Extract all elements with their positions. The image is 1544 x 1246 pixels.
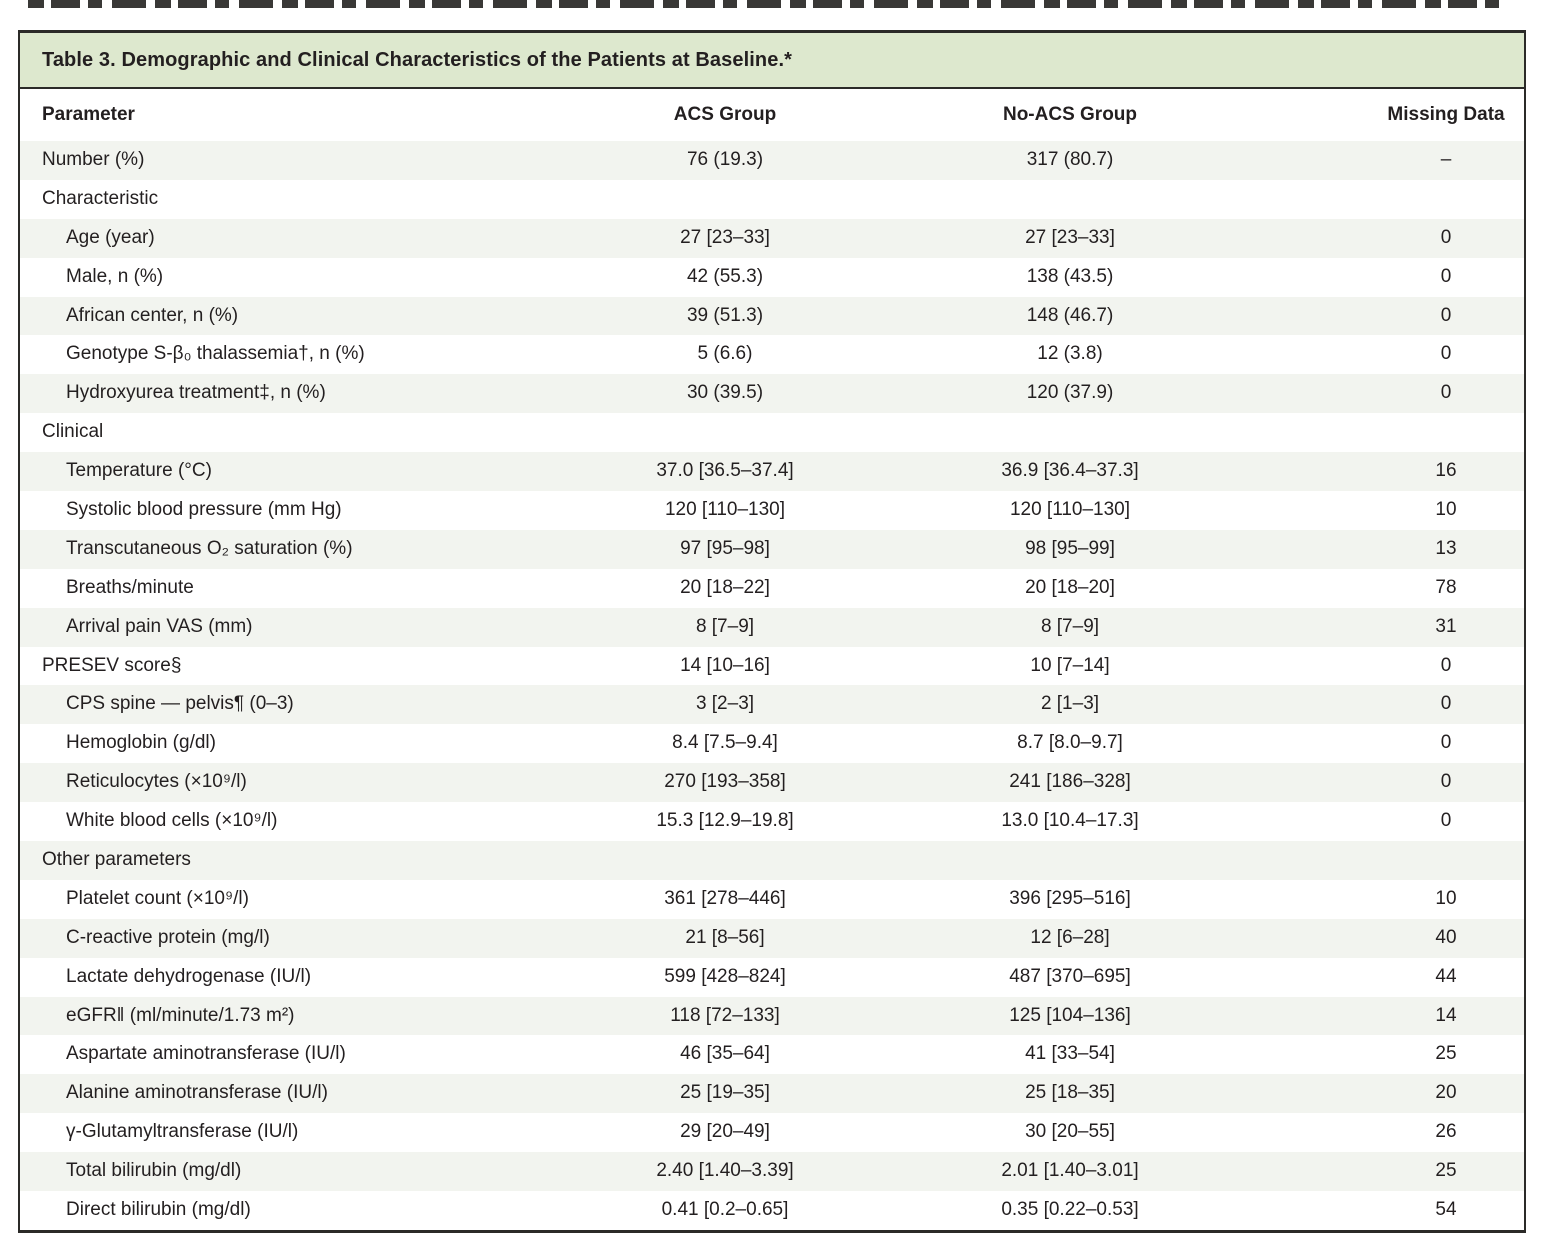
row-no-acs-value: 13.0 [10.4–17.3] [1001, 810, 1139, 832]
table-row [20, 841, 1524, 880]
column-header-no-acs-group: No-ACS Group [1002, 103, 1138, 125]
row-no-acs-value: 36.9 [36.4–37.3] [1001, 460, 1139, 482]
table-row [20, 880, 1524, 919]
row-acs-value: 42 (55.3) [686, 265, 764, 287]
column-header-parameter: Parameter [42, 103, 135, 125]
row-no-acs-value: 396 [295–516] [1009, 887, 1131, 909]
row-acs-value: 3 [2–3] [695, 693, 755, 715]
table-row [20, 724, 1524, 763]
row-acs-value: 15.3 [12.9–19.8] [656, 810, 794, 832]
column-header-acs-group: ACS Group [673, 103, 777, 125]
row-no-acs-value: 317 (80.7) [1026, 149, 1114, 170]
table-body [20, 141, 1524, 1230]
table-row [20, 491, 1524, 530]
row-acs-value: 30 (39.5) [686, 382, 764, 404]
cropped-text-remnant [28, 0, 1508, 8]
row-missing-value: 0 [1440, 732, 1452, 754]
row-acs-value: 599 [428–824] [664, 965, 786, 987]
row-missing-value: 0 [1440, 304, 1452, 326]
row-missing-value: 54 [1435, 1199, 1457, 1221]
table-row [20, 802, 1524, 841]
table-title: Table 3. Demographic and Clinical Characteristics of the Patients at Baseline.* [20, 33, 1524, 89]
row-no-acs-value: 27 [23–33] [1025, 226, 1115, 248]
row-parameter-label: Arrival pain VAS (mm) [66, 615, 253, 637]
row-parameter-label: Number (%) [42, 149, 145, 170]
row-no-acs-value: 41 [33–54] [1025, 1043, 1115, 1065]
table-row [20, 997, 1524, 1036]
row-missing-value: 25 [1435, 1043, 1457, 1065]
row-no-acs-value: 120 [110–130] [1009, 499, 1131, 521]
table-row [20, 958, 1524, 997]
row-parameter-label: Age (year) [66, 226, 155, 248]
row-parameter-label: PRESEV score§ [42, 654, 182, 676]
row-acs-value: 27 [23–33] [680, 226, 770, 248]
row-acs-value: 118 [72–133] [670, 1004, 780, 1026]
baseline-characteristics-table [18, 30, 1526, 1233]
table-row [20, 685, 1524, 724]
row-parameter-label: Male, n (%) [66, 265, 164, 287]
row-acs-value: 2.40 [1.40–3.39] [656, 1160, 794, 1182]
row-missing-value: 31 [1435, 615, 1457, 637]
row-no-acs-value: 98 [95–99] [1025, 537, 1115, 559]
table-row [20, 919, 1524, 958]
row-missing-value: 44 [1435, 965, 1457, 987]
table-row [20, 647, 1524, 686]
table-row [20, 1113, 1524, 1152]
row-acs-value: 361 [278–446] [664, 887, 786, 909]
row-parameter-label: Clinical [42, 421, 104, 443]
row-no-acs-value: 2 [1–3] [1040, 693, 1100, 715]
row-missing-value: 40 [1435, 926, 1457, 948]
row-missing-value: 20 [1435, 1082, 1457, 1104]
table-row [20, 180, 1524, 219]
row-no-acs-value: 30 [20–55] [1025, 1121, 1115, 1143]
row-parameter-label: Hemoglobin (g/dl) [66, 732, 216, 754]
row-missing-value: 0 [1440, 382, 1452, 404]
row-parameter-label: Reticulocytes (×10⁹/l) [66, 771, 247, 793]
table-row [20, 608, 1524, 647]
row-missing-value: 10 [1435, 887, 1457, 909]
table-row [20, 258, 1524, 297]
row-no-acs-value: 241 [186–328] [1009, 771, 1131, 793]
row-missing-value: 26 [1435, 1121, 1457, 1143]
row-parameter-label: African center, n (%) [66, 304, 239, 326]
table-row [20, 452, 1524, 491]
row-acs-value: 5 (6.6) [697, 343, 753, 365]
row-acs-value: 8 [7–9] [695, 615, 755, 637]
table-row [20, 374, 1524, 413]
row-acs-value: 21 [8–56] [685, 926, 765, 948]
row-acs-value: 8.4 [7.5–9.4] [672, 732, 778, 754]
row-missing-value: 0 [1440, 343, 1452, 365]
row-acs-value: 120 [110–130] [664, 499, 786, 521]
row-acs-value: 76 (19.3) [686, 149, 764, 170]
row-parameter-label: Hydroxyurea treatment‡, n (%) [66, 382, 326, 404]
table-row [20, 763, 1524, 802]
row-no-acs-value: 20 [18–20] [1025, 576, 1115, 598]
row-parameter-label: Direct bilirubin (mg/dl) [66, 1199, 251, 1221]
table-row [20, 530, 1524, 569]
row-parameter-label: Characteristic [42, 187, 159, 209]
row-missing-value: 78 [1435, 576, 1457, 598]
table-row [20, 1191, 1524, 1230]
row-no-acs-value: 138 (43.5) [1026, 265, 1114, 287]
row-missing-value: 0 [1440, 654, 1452, 676]
table-header-row [20, 89, 1524, 141]
row-acs-value: 97 [95–98] [680, 537, 770, 559]
row-acs-value: 270 [193–358] [664, 771, 786, 793]
row-missing-value: 25 [1435, 1160, 1457, 1182]
row-parameter-label: γ-Glutamyltransferase (IU/l) [66, 1121, 299, 1143]
table-row [20, 1074, 1524, 1113]
row-acs-value: 0.41 [0.2–0.65] [661, 1199, 789, 1221]
table-row [20, 297, 1524, 336]
row-parameter-label: eGFR‖ (ml/minute/1.73 m²) [66, 1004, 295, 1026]
row-parameter-label: Lactate dehydrogenase (IU/l) [66, 965, 312, 987]
row-no-acs-value: 8 [7–9] [1040, 615, 1100, 637]
table-row [20, 413, 1524, 452]
row-acs-value: 46 [35–64] [680, 1043, 770, 1065]
row-missing-value: 0 [1440, 265, 1452, 287]
table-row [20, 141, 1524, 180]
row-parameter-label: Other parameters [42, 849, 191, 871]
row-parameter-label: Genotype S-β₀ thalassemia†, n (%) [66, 343, 365, 365]
row-missing-value: 10 [1435, 499, 1457, 521]
table-row [20, 1152, 1524, 1191]
row-missing-value: 0 [1440, 810, 1452, 832]
row-parameter-label: Temperature (°C) [66, 460, 212, 482]
row-missing-value: 0 [1440, 693, 1452, 715]
row-parameter-label: C-reactive protein (mg/l) [66, 926, 270, 948]
row-no-acs-value: 8.7 [8.0–9.7] [1017, 732, 1123, 754]
row-acs-value: 14 [10–16] [680, 654, 770, 676]
table-row [20, 1035, 1524, 1074]
row-parameter-label: Total bilirubin (mg/dl) [66, 1160, 242, 1182]
row-no-acs-value: 12 (3.8) [1037, 343, 1103, 365]
row-no-acs-value: 10 [7–14] [1030, 654, 1110, 676]
row-acs-value: 29 [20–49] [680, 1121, 770, 1143]
row-no-acs-value: 25 [18–35] [1025, 1082, 1115, 1104]
row-parameter-label: Platelet count (×10⁹/l) [66, 887, 249, 909]
column-header-missing-data: Missing Data [1387, 103, 1505, 125]
row-parameter-label: Aspartate aminotransferase (IU/l) [66, 1043, 346, 1065]
row-missing-value: 14 [1435, 1004, 1457, 1026]
row-acs-value: 20 [18–22] [680, 576, 770, 598]
row-parameter-label: Transcutaneous O₂ saturation (%) [66, 537, 353, 559]
row-no-acs-value: 120 (37.9) [1026, 382, 1114, 404]
row-no-acs-value: 125 [104–136] [1009, 1004, 1131, 1026]
row-no-acs-value: 12 [6–28] [1030, 926, 1110, 948]
row-no-acs-value: 487 [370–695] [1009, 965, 1131, 987]
row-acs-value: 39 (51.3) [686, 304, 764, 326]
row-no-acs-value: 2.01 [1.40–3.01] [1001, 1160, 1139, 1182]
row-parameter-label: CPS spine — pelvis¶ (0–3) [66, 693, 294, 715]
row-no-acs-value: 148 (46.7) [1026, 304, 1114, 326]
row-missing-value: 16 [1435, 460, 1457, 482]
row-parameter-label: Breaths/minute [66, 576, 194, 598]
row-acs-value: 25 [19–35] [680, 1082, 770, 1104]
table-row [20, 569, 1524, 608]
row-missing-value: 0 [1440, 771, 1452, 793]
row-no-acs-value: 0.35 [0.22–0.53] [1001, 1199, 1139, 1221]
row-missing-value: – [1440, 149, 1452, 170]
row-parameter-label: Alanine aminotransferase (IU/l) [66, 1082, 328, 1104]
table-row [20, 219, 1524, 258]
table-row [20, 335, 1524, 374]
row-missing-value: 0 [1440, 226, 1452, 248]
row-parameter-label: White blood cells (×10⁹/l) [66, 810, 278, 832]
row-missing-value: 13 [1435, 537, 1457, 559]
row-acs-value: 37.0 [36.5–37.4] [656, 460, 794, 482]
row-parameter-label: Systolic blood pressure (mm Hg) [66, 499, 342, 521]
